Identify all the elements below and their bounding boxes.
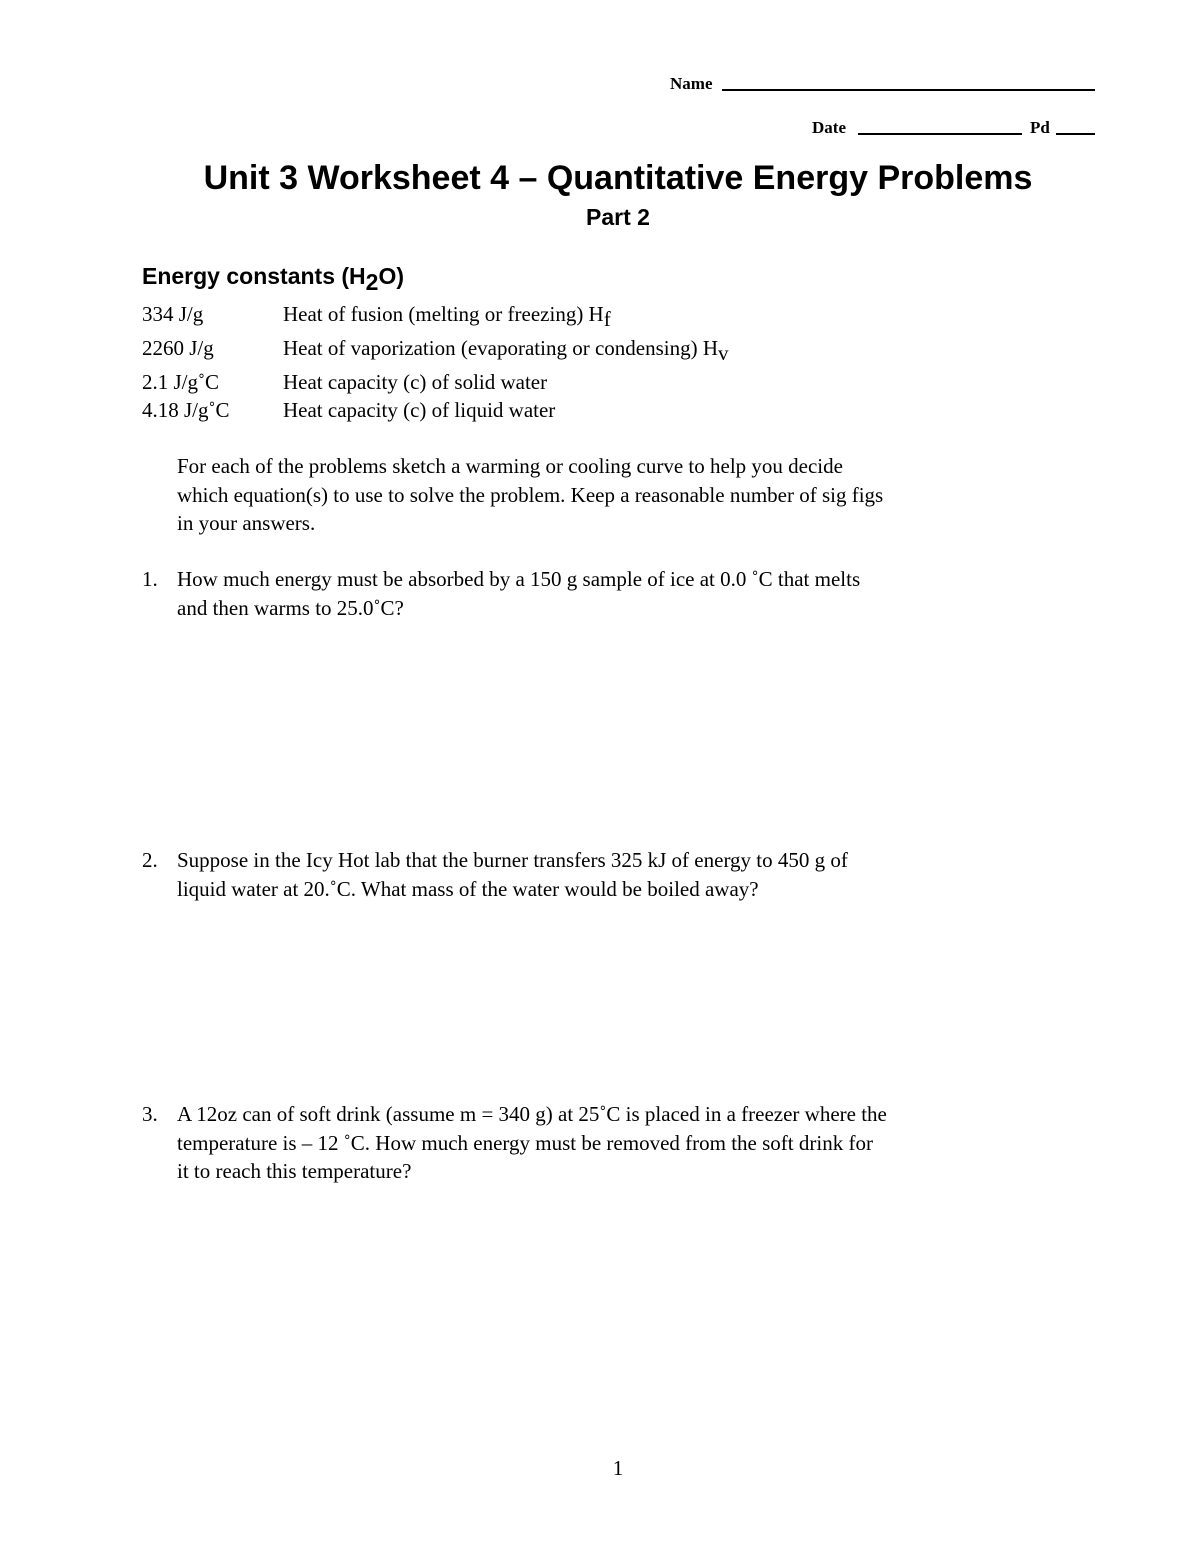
constant-description: Heat capacity (c) of solid water [283,370,548,394]
problem-number: 1. [142,567,158,591]
pd-label: Pd [1030,118,1050,137]
problem-line: Suppose in the Icy Hot lab that the burner transfers 325 kJ of energy to 450 g of [177,848,848,872]
constant-description: Heat of fusion (melting or freezing) $H_f$ [283,302,611,331]
name-field[interactable] [722,89,1095,91]
constant-value: 2260 J/g [142,336,214,360]
heading-text: Energy constants (H [142,263,366,289]
heading-subscript: 2 [365,269,379,295]
date-field[interactable] [858,133,1022,135]
problem-line: it to reach this temperature? [177,1159,412,1183]
constant-value: 334 J/g [142,302,204,326]
constant-description: Heat capacity (c) of liquid water [283,398,556,422]
problem-2-text [177,846,1097,903]
problem-line: and then warms to 25.0˚C? [177,595,404,620]
problem-1-text [177,565,1097,622]
problem-line: temperature is – 12 ˚C. How much energy must be removed from the soft drink for [177,1130,873,1155]
name-label: Name [670,74,713,93]
problem-line: liquid water at 20.˚C. What mass of the water would be boiled away? [177,876,759,901]
instructions-line: For each of the problems sketch a warming or cooling curve to help you decide [177,454,843,478]
heading-suffix: O) [378,263,405,289]
constant-description: Heat of vaporization (evaporating or condensing) $H_v$ [283,336,729,365]
instructions-paragraph [177,452,1097,538]
page-title: Unit 3 Worksheet 4 – Quantitative Energy Problems [203,159,1033,197]
problem-line: A 12oz can of soft drink (assume m = 340 g) at 25˚C is placed in a freezer where the [177,1102,887,1126]
constant-value: 4.18 J/g˚C [142,398,230,422]
instructions-line: which equation(s) to use to solve the problem. Keep a reasonable number of sig figs [177,482,884,507]
problem-3-text [177,1100,1097,1186]
instructions-line: in your answers. [177,511,316,535]
page-subtitle: Part 2 [586,204,650,230]
problem-line: How much energy must be absorbed by a 150 g sample of ice at 0.0 ˚C that melts [177,567,861,591]
page-number: 1 [612,1456,624,1480]
date-label: Date [812,118,846,137]
period-field[interactable] [1056,133,1095,135]
problem-number: 2. [142,848,158,872]
problem-number: 3. [142,1102,158,1126]
section-heading-energy-constants [142,260,405,295]
constant-value: 2.1 J/g˚C [142,370,220,394]
